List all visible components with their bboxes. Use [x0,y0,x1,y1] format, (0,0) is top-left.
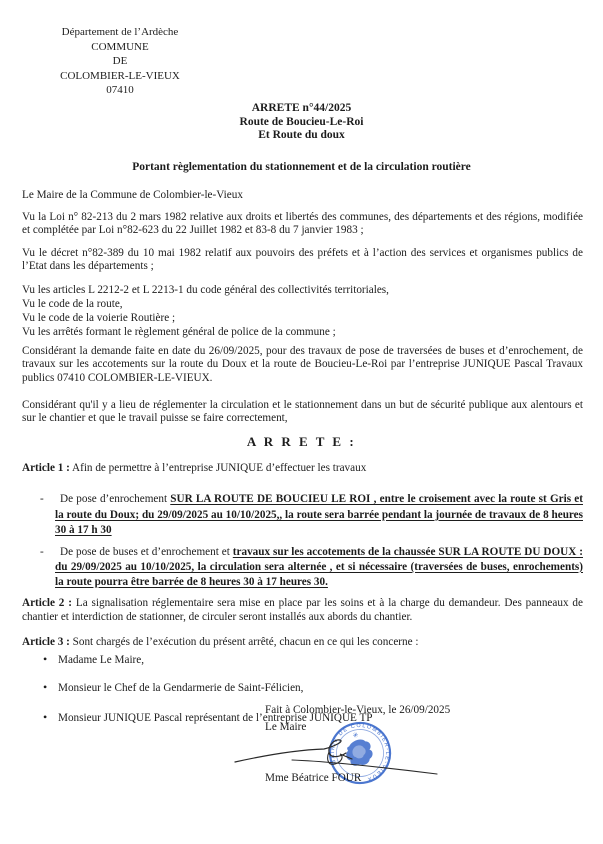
article-3 [22,636,583,649]
stamp-star-icon: ✳ [351,730,360,741]
letterhead-de: DE [112,55,128,67]
dash-bullet-icon [40,492,44,508]
article-3-label: Article 3 : [22,636,70,648]
place-date-line: Fait à Colombier-le-Vieux, le 26/09/2025 [265,704,451,716]
list-item-text: Monsieur JUNIQUE Pascal représentant de l’entreprise JUNIQUE TP [58,711,373,724]
article-1-item-doux [22,545,583,589]
recital-vu-voierie: Vu le code de la voierie Routière ; [22,312,176,324]
title-block [0,102,603,143]
article-2-label: Article 2 : [22,597,72,609]
item-emphasis-text: SUR LA ROUTE DE BOUCIEU LE ROI , entre le croisement avec la route st Gris et la route du Doux; du 29/09/2025 au 10/10/2025,, la route sera barrée pendant la journée de travaux de 8 heures 30 à 17 h 30 [55,493,583,536]
letterhead [27,25,213,98]
signatory-name: Mme Béatrice FOUR [265,772,362,784]
list-item-text: Madame Le Maire, [58,654,145,666]
mayor-signature [232,730,444,779]
recital-vu-arretes: Vu les arrêtés formant le règlement général de police de la commune ; [22,326,336,338]
article-2 [22,596,583,624]
article-1-label: Article 1 : [22,462,70,474]
arrete-number: ARRETE n°44/2025 [251,102,352,114]
list-item-text: Monsieur le Chef de la Gendarmerie de Saint-Félicien, [58,682,304,695]
article-1-item-boucieu [22,492,583,539]
recital-vu-decret: Vu le décret n°82-389 du 10 mai 1982 relatif aux pouvoirs des préfets et à l’action des services et organismes publics de l’Etat dans les départements ; [22,247,583,273]
letterhead-ville: COLOMBIER-LE-VIEUX [60,69,180,82]
considerant-securite: Considérant qu'il y a lieu de réglementer la circulation et le stationnement dans un but de sécurité publique aux alentours et sur le chantier et que le travail puisse se faire correctement, [22,399,583,425]
intro-line: Le Maire de la Commune de Colombier-le-Vieux [22,189,243,201]
recital-vu-code-route: Vu le code de la route, [22,298,123,310]
considerant-demande: Considérant la demande faite en date du 26/09/2025, pour des travaux de pose de traversées de buses et d’enrochement, de travaux sur les accotements sur la route du Doux et la route de Boucieu-Le-Roi par l’entreprise JUNIQUE Pascal Travaux publics 07410 COLOMBIER-LE-VIEUX. [22,345,583,384]
letterhead-commune: COMMUNE [91,40,149,53]
article-3-item-maire [22,653,583,667]
letterhead-code-postal: 07410 [106,84,134,96]
article-2-text: La signalisation réglementaire sera mise en place par les soins et à la charge du demandeur. Des panneaux de chantier et interdiction de stationner, de circuler seront installés aux abords du chantier. [22,597,583,623]
recital-vu-loi: Vu la Loi n° 82-213 du 2 mars 1982 relative aux droits et libertés des communes, des départements et des régions, modifiée et complétée par Loi n°82-623 du 22 Juillet 1982 et 83-8 du 7 janvier 1983 ; [22,211,583,237]
signatory-title: Le Maire [265,721,307,733]
item-emphasis-text: travaux sur les accotements de la chaussée SUR LA ROUTE DU DOUX : du 29/09/2025 au 10/10/2025, la circulation sera alternée , et si nécessaire (traversées de buses, enrochements) la route pourra être barrée de 8 heures 30 à 17 heures 30. [55,546,583,588]
dash-bullet-icon [40,545,44,560]
letterhead-departement: Département de l’Ardèche [61,26,179,38]
round-bullet-icon [43,710,47,724]
round-bullet-icon [43,652,47,666]
document-subtitle: Portant règlementation du stationnement et de la circulation routière [132,161,471,173]
route-line-1: Route de Boucieu-Le-Roi [239,115,364,128]
recital-vu-list [22,283,583,339]
article-3-text: Sont chargés de l’exécution du présent arrêté, chacun en ce qui les concerne : [69,636,419,648]
stamp-ring-text: MAIRIE DE COLOMBIER-LE-VIEUX [329,722,391,783]
round-bullet-icon [43,680,47,694]
item-normal-text: De pose de buses et d’enrochement et [60,546,233,558]
article-1 [22,462,583,475]
article-3-item-gendarmerie [22,681,583,695]
route-line-2: Et Route du doux [258,129,345,141]
item-normal-text: De pose d’enrochement [60,493,171,505]
arrete-heading: A R R E T E : [246,434,357,449]
recital-vu-articles: Vu les articles L 2212-2 et L 2213-1 du code général des collectivités territoriales, [22,284,389,296]
article-1-text: Afin de permettre à l’entreprise JUNIQUE d’effectuer les travaux [69,462,367,474]
